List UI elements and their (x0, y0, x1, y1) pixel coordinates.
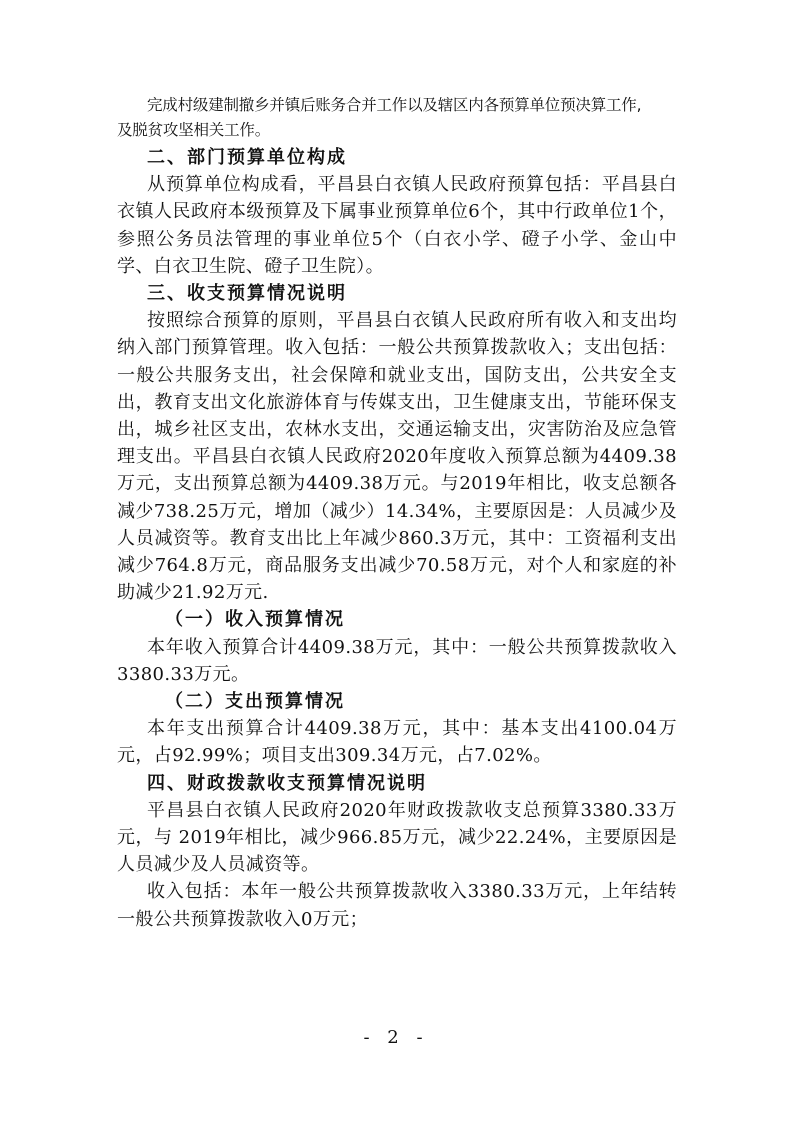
subsection-2-heading: （二）支出预算情况 (165, 691, 345, 713)
section-4-paragraph-1: 平昌县白衣镇人民政府2020年财政拨款收支总预算3380.33万元，与 2019年相比，减少966.85万元，减少22.24%，主要原因是人员减少及人员减资等。 (117, 799, 677, 876)
section-4-heading: 四、财政拨款收支预算情况说明 (147, 772, 427, 794)
section-3-paragraph: 按照综合预算的原则，平昌县白衣镇人民政府所有收入和支出均纳入部门预算管理。收入包括：一般公共预算拨款收入；支出包括：一般公共服务支出，社会保障和就业支出，国防支出，公共安全支出，教育支出文化旅游体育与传媒支出，卫生健康支出，节能环保支出，城乡社区支出，农林水支出，交通运输支出，灾害防治及应急管理支出。平昌县白衣镇人民政府2020年度收入预算总额为4409.38万元，支出预算总额为4409.38万元。与2019年相比，收支总额各减少738.25万元，增加（减少）14.34%，主要原因是：人员减少及人员减资等。教育支出比上年减少860.3万元，其中：工资福利支出减少764.8万元，商品服务支出减少70.58万元，对个人和家庭的补助减少21.92万元. (117, 310, 677, 604)
section-2-paragraph: 从预算单位构成看，平昌县白衣镇人民政府预算包括：平昌县白衣镇人民政府本级预算及下属事业预算单位6个，其中行政单位1个，参照公务员法管理的事业单位5个（白衣小学、磴子小学、金山中学、白衣卫生院、磴子卫生院）。 (117, 174, 677, 277)
section-3-heading: 三、收支预算情况说明 (147, 283, 347, 305)
subsection-2-paragraph: 本年支出预算合计4409.38万元，其中：基本支出4100.04万元，占92.99%；项目支出309.34万元，占7.02%。 (117, 718, 677, 767)
intro-line-1: 完成村级建制撤乡并镇后账务合并工作以及辖区内各预算单位预决算工作, (147, 96, 642, 114)
section-2-heading: 二、部门预算单位构成 (147, 147, 347, 168)
intro-line-2: 及脱贫攻坚相关工作。 (117, 121, 271, 139)
page-number: - 2 - (363, 1027, 429, 1048)
section-4-paragraph-2: 收入包括：本年一般公共预算拨款收入3380.33万元，上年结转一般公共预算拨款收入0万元； (117, 881, 677, 930)
subsection-1-heading: （一）收入预算情况 (165, 609, 345, 631)
page-body (117, 93, 677, 933)
subsection-1-paragraph: 本年收入预算合计4409.38万元，其中：一般公共预算拨款收入3380.33万元。 (117, 636, 677, 685)
